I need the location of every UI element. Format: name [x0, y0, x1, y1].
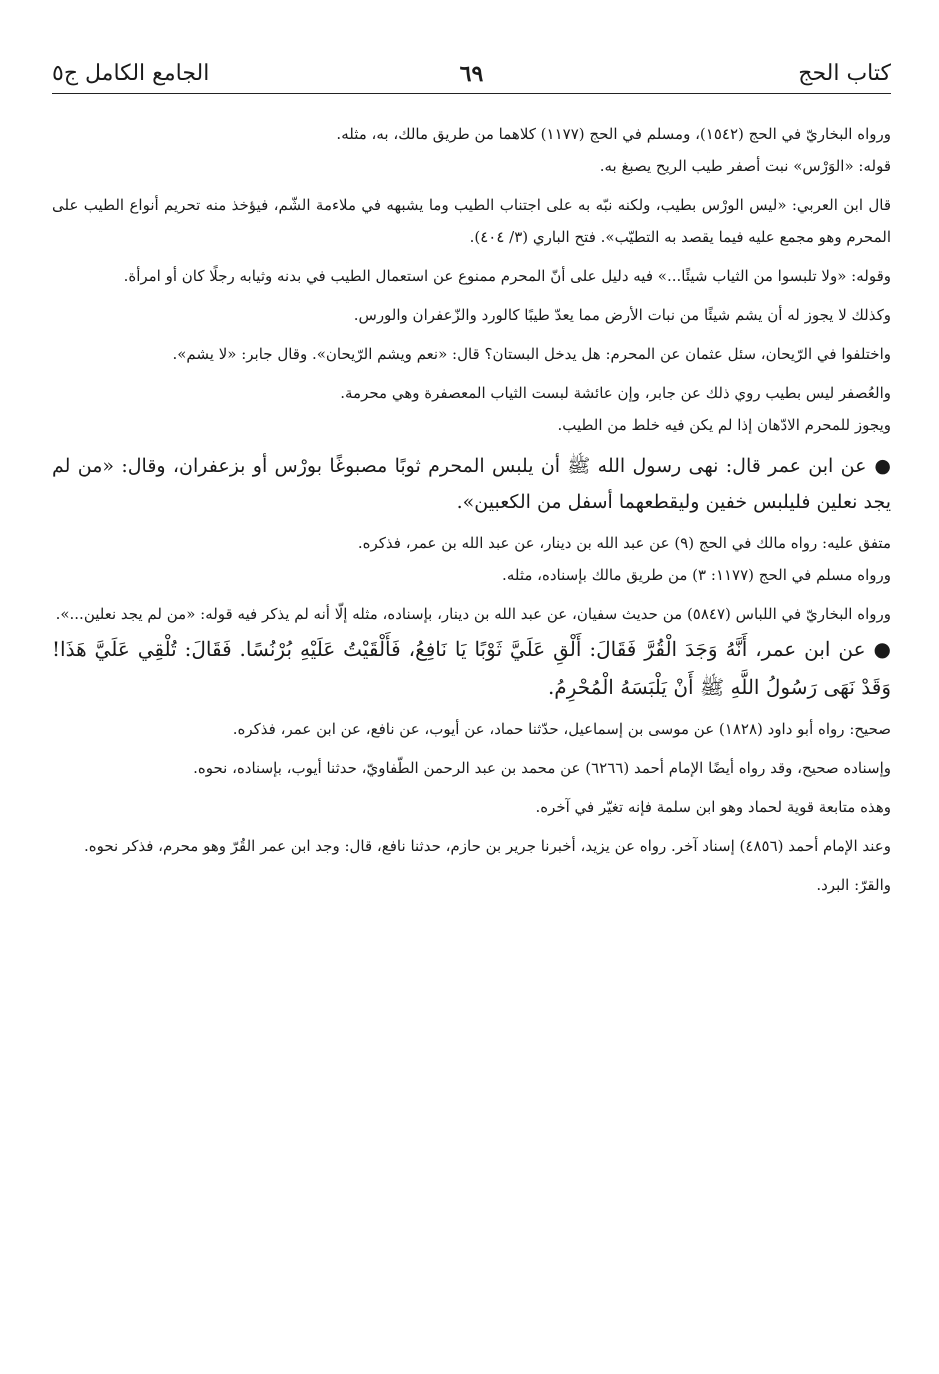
bullet-icon: ● [874, 455, 891, 477]
paragraph: والقرّ: البرد. [816, 876, 891, 894]
paragraph: قال ابن العربي: «ليس الورْس بطيب، ولكنه نبّه به على اجتناب الطيب وما يشبهه في ملاءمة الشّم، فيؤخذ منه تحريم أنواع الطيب على المحرم وهو مجمع عليه فيما يقصد به التطيّب». فتح الباري (٣/ ٤٠٤). [52, 196, 891, 246]
paragraph: قوله: «الوَرْس» نبت أصفر طيب الريح يصبغ به. [599, 157, 891, 175]
page-body [52, 118, 891, 1334]
paragraph: وعند الإمام أحمد (٤٨٥٦) إسناد آخر. رواه عن يزيد، أخبرنا جرير بن حازم، حدثنا نافع، قال: وجد ابن عمر القُرّ وهو محرم، فذكر نحوه. [83, 837, 891, 855]
paragraph: متفق عليه: رواه مالك في الحج (٩) عن عبد الله بن دينار، عن عبد الله بن عمر، فذكره. [357, 534, 891, 552]
paragraph: ويجوز للمحرم الادّهان إذا لم يكن فيه خلط من الطيب. [557, 416, 891, 434]
chapter-title: كتاب الحج [798, 61, 891, 86]
hadith-text: عن ابن عمر قال: نهى رسول الله ﷺ أن يلبس المحرم ثوبًا مصبوغًا بورْس أو بزعفران، وقال: «من لم يجد نعلين فليلبس خفين وليقطعهما أسفل من الكعبين». [52, 455, 891, 513]
paragraph: وإسناده صحيح، وقد رواه أيضًا الإمام أحمد (٦٢٦٦) عن محمد بن عبد الرحمن الطّفاويّ، حدثنا أيوب، بإسناده، نحوه. [193, 759, 891, 777]
paragraph: وهذه متابعة قوية لحماد وهو ابن سلمة فإنه تغيّر في آخره. [535, 798, 891, 816]
hadith-paragraph [52, 630, 891, 706]
hadith-text: عن ابن عمر، أَنَّهُ وَجَدَ الْقُرَّ فَقَالَ: أَلْقِ عَلَيَّ ثَوْبًا يَا نَافِعُ، فَأَلْقَيْتُ عَلَيْهِ بُرْنُسًا. فَقَالَ: تُلْقِي عَلَيَّ هَذَا! وَقَدْ نَهَى رَسُولُ اللَّهِ ﷺ أَنْ يَلْبَسَهُ الْمُحْرِمُ. [52, 637, 891, 699]
book-title: الجامع الكامل ج٥ [52, 61, 210, 86]
page-header [52, 60, 891, 96]
hadith-paragraph [52, 448, 891, 520]
paragraph: ورواه مسلم في الحج (١١٧٧: ٣) من طريق مالك بإسناده، مثله. [502, 566, 891, 584]
header-divider [52, 93, 891, 94]
paragraph: واختلفوا في الرّيحان، سئل عثمان عن المحرم: هل يدخل البستان؟ قال: «نعم ويشم الرّيحان». وقال جابر: «لا يشم». [172, 345, 891, 363]
paragraph: والعُصفر ليس بطيب روي ذلك عن جابر، وإن عائشة لبست الثياب المعصفرة وهي محرمة. [340, 384, 891, 402]
page-number: ٦٩ [459, 61, 484, 87]
bullet-icon: ● [873, 637, 891, 661]
paragraph: ورواه البخاريّ في الحج (١٥٤٢)، ومسلم في الحج (١١٧٧) كلاهما من طريق مالك، به، مثله. [336, 125, 891, 143]
paragraph: صحيح: رواه أبو داود (١٨٢٨) عن موسى بن إسماعيل، حدّثنا حماد، عن أيوب، عن نافع، عن ابن عمر، فذكره. [232, 720, 891, 738]
paragraph: وكذلك لا يجوز له أن يشم شيئًا من نبات الأرض مما يعدّ طيبًا كالورد والزّعفران والورس. [353, 306, 891, 324]
paragraph: وقوله: «ولا تلبسوا من الثياب شيئًا...» فيه دليل على أنّ المحرم ممنوع عن استعمال الطيب في بدنه وثيابه رجلًا كان أو امرأة. [123, 267, 891, 285]
paragraph: ورواه البخاريّ في اللباس (٥٨٤٧) من حديث سفيان، عن عبد الله بن دينار، بإسناده، مثله إلّا أنه لم يذكر فيه قوله: «من لم يجد نعلين...». [55, 605, 891, 623]
